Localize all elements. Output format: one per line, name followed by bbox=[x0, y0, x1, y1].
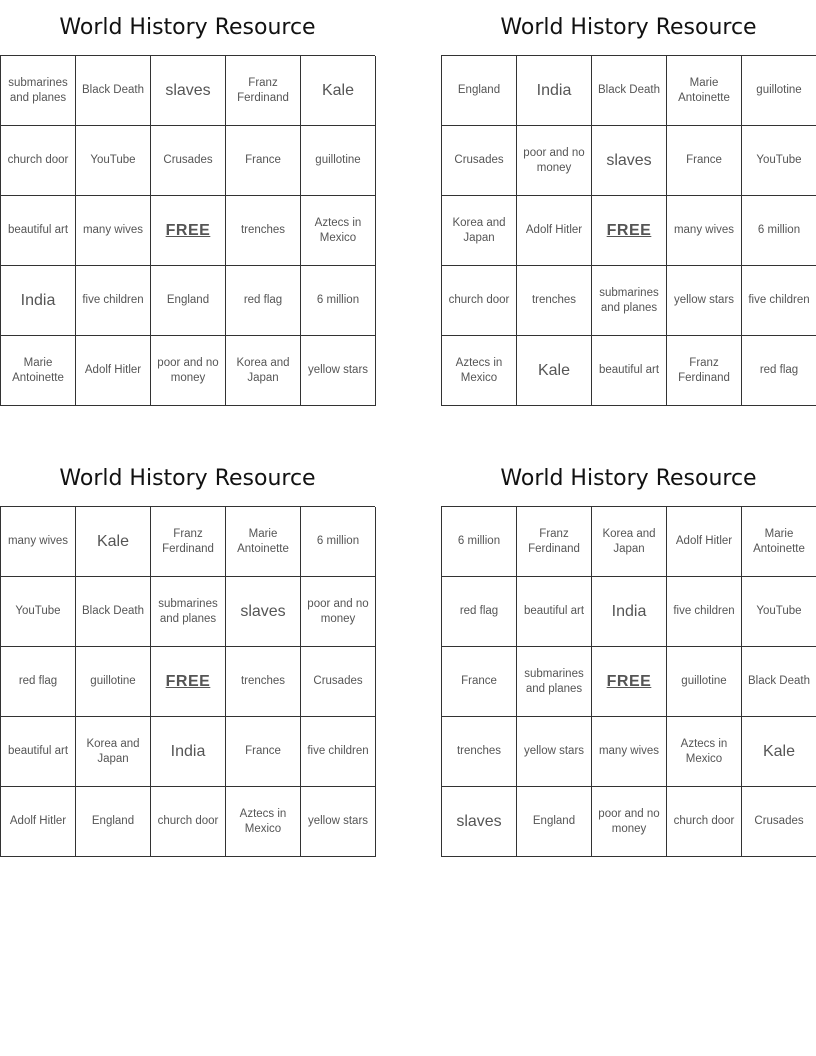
bingo-cell: India bbox=[1, 266, 76, 336]
bingo-cell: five children bbox=[76, 266, 151, 336]
bingo-cell: 6 million bbox=[742, 196, 816, 266]
bingo-cell: guillotine bbox=[667, 647, 742, 717]
bingo-cell: many wives bbox=[1, 507, 76, 577]
bingo-cell: slaves bbox=[442, 787, 517, 857]
bingo-cell: slaves bbox=[226, 577, 301, 647]
bingo-cell: Franz Ferdinand bbox=[151, 507, 226, 577]
bingo-cell: France bbox=[226, 717, 301, 787]
bingo-cell: YouTube bbox=[742, 126, 816, 196]
card-title: World History Resource bbox=[500, 466, 757, 491]
bingo-cell: Crusades bbox=[151, 126, 226, 196]
bingo-cell: trenches bbox=[226, 196, 301, 266]
bingo-cell: Black Death bbox=[742, 647, 816, 717]
bingo-cell: Black Death bbox=[76, 577, 151, 647]
bingo-cell: yellow stars bbox=[301, 787, 376, 857]
bingo-cell: Korea and Japan bbox=[76, 717, 151, 787]
bingo-cell: India bbox=[517, 56, 592, 126]
bingo-cell: submarines and planes bbox=[151, 577, 226, 647]
bingo-card-3 bbox=[0, 451, 375, 857]
bingo-cell: beautiful art bbox=[517, 577, 592, 647]
bingo-cell: Franz Ferdinand bbox=[517, 507, 592, 577]
bingo-cell: England bbox=[517, 787, 592, 857]
bingo-cell: trenches bbox=[442, 717, 517, 787]
bingo-cell: beautiful art bbox=[592, 336, 667, 406]
bingo-cell: five children bbox=[667, 577, 742, 647]
free-space-cell: FREE bbox=[592, 647, 667, 717]
bingo-cell: church door bbox=[442, 266, 517, 336]
bingo-grid bbox=[441, 506, 816, 857]
bingo-cell: poor and no money bbox=[301, 577, 376, 647]
bingo-cell: guillotine bbox=[742, 56, 816, 126]
bingo-cell: Crusades bbox=[301, 647, 376, 717]
bingo-cell: poor and no money bbox=[151, 336, 226, 406]
bingo-cell: Kale bbox=[517, 336, 592, 406]
bingo-cell: France bbox=[667, 126, 742, 196]
bingo-cell: England bbox=[442, 56, 517, 126]
bingo-cell: many wives bbox=[667, 196, 742, 266]
bingo-cell: YouTube bbox=[742, 577, 816, 647]
bingo-cell: Korea and Japan bbox=[226, 336, 301, 406]
bingo-cell: England bbox=[76, 787, 151, 857]
bingo-cell: Crusades bbox=[742, 787, 816, 857]
bingo-cell: Adolf Hitler bbox=[1, 787, 76, 857]
bingo-cell: Marie Antoinette bbox=[667, 56, 742, 126]
bingo-cell: Adolf Hitler bbox=[517, 196, 592, 266]
bingo-grid bbox=[0, 506, 375, 857]
bingo-cell: Aztecs in Mexico bbox=[442, 336, 517, 406]
bingo-cell: church door bbox=[151, 787, 226, 857]
bingo-cell: Franz Ferdinand bbox=[226, 56, 301, 126]
bingo-cell: India bbox=[151, 717, 226, 787]
bingo-cell: Adolf Hitler bbox=[667, 507, 742, 577]
bingo-cell: poor and no money bbox=[592, 787, 667, 857]
bingo-cell: guillotine bbox=[301, 126, 376, 196]
bingo-cell: France bbox=[442, 647, 517, 717]
bingo-cell: red flag bbox=[742, 336, 816, 406]
bingo-cell: England bbox=[151, 266, 226, 336]
bingo-cell: Marie Antoinette bbox=[1, 336, 76, 406]
bingo-cell: yellow stars bbox=[517, 717, 592, 787]
bingo-cell: Black Death bbox=[76, 56, 151, 126]
bingo-cell: Crusades bbox=[442, 126, 517, 196]
free-space-cell: FREE bbox=[592, 196, 667, 266]
bingo-cell: five children bbox=[301, 717, 376, 787]
bingo-cell: red flag bbox=[226, 266, 301, 336]
bingo-cell: Kale bbox=[76, 507, 151, 577]
bingo-grid bbox=[0, 55, 375, 406]
bingo-cell: many wives bbox=[76, 196, 151, 266]
bingo-grid bbox=[441, 55, 816, 406]
bingo-cell: submarines and planes bbox=[517, 647, 592, 717]
bingo-cell: 6 million bbox=[442, 507, 517, 577]
bingo-cell: India bbox=[592, 577, 667, 647]
card-title: World History Resource bbox=[500, 15, 757, 40]
bingo-cell: red flag bbox=[1, 647, 76, 717]
bingo-cell: trenches bbox=[226, 647, 301, 717]
bingo-cell: Aztecs in Mexico bbox=[667, 717, 742, 787]
bingo-cell: 6 million bbox=[301, 266, 376, 336]
bingo-cell: poor and no money bbox=[517, 126, 592, 196]
bingo-card-4 bbox=[441, 451, 816, 857]
bingo-cell: submarines and planes bbox=[592, 266, 667, 336]
bingo-cell: Kale bbox=[742, 717, 816, 787]
bingo-cell: France bbox=[226, 126, 301, 196]
bingo-cell: beautiful art bbox=[1, 717, 76, 787]
bingo-cell: Franz Ferdinand bbox=[667, 336, 742, 406]
bingo-cell: slaves bbox=[151, 56, 226, 126]
bingo-cell: church door bbox=[1, 126, 76, 196]
bingo-cell: Marie Antoinette bbox=[742, 507, 816, 577]
bingo-cell: five children bbox=[742, 266, 816, 336]
bingo-cell: red flag bbox=[442, 577, 517, 647]
bingo-cell: Kale bbox=[301, 56, 376, 126]
bingo-cell: yellow stars bbox=[301, 336, 376, 406]
free-space-cell: FREE bbox=[151, 647, 226, 717]
bingo-cell: Black Death bbox=[592, 56, 667, 126]
bingo-cell: beautiful art bbox=[1, 196, 76, 266]
card-title: World History Resource bbox=[59, 466, 316, 491]
bingo-cell: Adolf Hitler bbox=[76, 336, 151, 406]
bingo-cell: Aztecs in Mexico bbox=[226, 787, 301, 857]
bingo-cell: Aztecs in Mexico bbox=[301, 196, 376, 266]
bingo-cell: YouTube bbox=[76, 126, 151, 196]
bingo-cell: many wives bbox=[592, 717, 667, 787]
bingo-card-2 bbox=[441, 0, 816, 406]
bingo-card-1 bbox=[0, 0, 375, 406]
free-space-cell: FREE bbox=[151, 196, 226, 266]
bingo-cell: slaves bbox=[592, 126, 667, 196]
bingo-cell: Korea and Japan bbox=[442, 196, 517, 266]
card-title: World History Resource bbox=[59, 15, 316, 40]
bingo-cell: trenches bbox=[517, 266, 592, 336]
bingo-cell: 6 million bbox=[301, 507, 376, 577]
bingo-cell: guillotine bbox=[76, 647, 151, 717]
bingo-cell: submarines and planes bbox=[1, 56, 76, 126]
bingo-cell: YouTube bbox=[1, 577, 76, 647]
bingo-cell: Korea and Japan bbox=[592, 507, 667, 577]
bingo-cell: church door bbox=[667, 787, 742, 857]
bingo-cell: Marie Antoinette bbox=[226, 507, 301, 577]
bingo-cell: yellow stars bbox=[667, 266, 742, 336]
